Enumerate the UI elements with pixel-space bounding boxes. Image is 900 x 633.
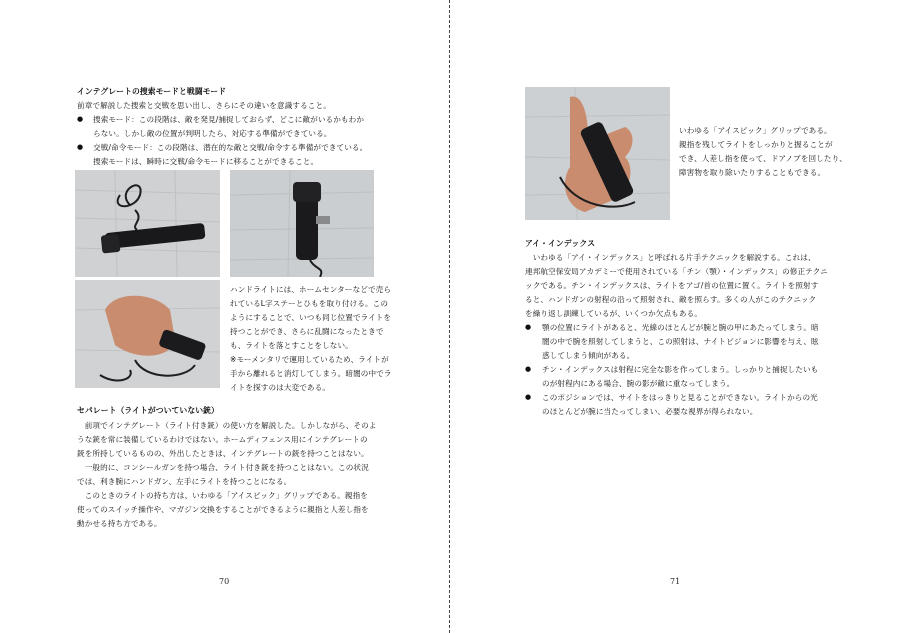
bullet-marker: ● [77, 115, 84, 123]
photo-hand-grip [75, 280, 220, 388]
caption-line: 障害物を取り除いたりすることもできる。 [679, 168, 826, 177]
bullet-line: 惑してしまう傾向がある。 [542, 351, 635, 360]
bullet-marker: ● [77, 143, 84, 151]
caption-line: でき、人差し指を使って、ドアノブを回したり、 [679, 154, 847, 163]
photo-flashlight-standing [230, 170, 374, 277]
caption-line: れているL字ステーとひもを取り付ける。この [230, 299, 389, 308]
bullet-marker: ● [525, 365, 532, 373]
caption-line: イトを探すのは大変である。 [230, 383, 331, 392]
bullet-line: のが射程内にある場合、腕の影が敵に重なってしまう。 [542, 379, 735, 388]
body-line: ると、ハンドガンの射程の沿って照射され、敵を照らす。多くの人がこのテクニック [525, 295, 817, 304]
body-line: 一般的に、コンシールガンを持つ場合、ライト付き銃を持つことはない。この状況 [77, 463, 369, 472]
bullet-line: チン・インデックスは射程に完全な影を作ってしまう。しっかりと捕捉したいも [542, 365, 819, 374]
bullet-marker: ● [525, 323, 532, 331]
photo-flashlight-lanyard [75, 170, 220, 277]
intro-text: 前章で解説した捜索と交戦を思い出し、さらにその違いを意識すること。 [77, 101, 331, 110]
body-line: 動かせる持ち方である。 [77, 519, 162, 528]
bullet-marker: ● [525, 393, 532, 401]
left-page [0, 0, 449, 633]
body-line: うな銃を常に装備しているわけではない。ホームディフェンス用にインテグレートの [77, 435, 368, 444]
section2-heading: セパレート（ライトがついていない銃） [77, 406, 219, 415]
bullet2-line2: 捜索モードは、瞬時に交戦/命令モードに移ることができること。 [93, 157, 319, 166]
body-line: このときのライトの持ち方は、いわゆる「アイスピック」グリップである。親指を [77, 491, 368, 500]
section-heading: アイ・インデックス [525, 239, 596, 248]
body-line: 使ってのスイッチ操作や、マガジン交換をすることができるように親指と人差し指を [77, 505, 369, 514]
body-line: を繰り返し訓練しているが、いくつか欠点もある。 [525, 309, 702, 318]
caption-line: ようにすることで、いつも同じ位置でライトを [230, 313, 392, 322]
body-line: 前項でインテグレート（ライト付き銃）の使い方を解説した。しかしながら、そのよ [77, 421, 377, 430]
caption-line: ※モーメンタリで運用しているため、ライトが [230, 355, 389, 364]
bullet1-line2: らない。しかし敵の位置が判明したら、対応する準備ができている。 [93, 129, 332, 138]
caption-line: 親指を残してライトをしっかりと握ることが [679, 140, 833, 149]
bullet-line: このポジションでは、サイトをはっきりと見ることができない。ライトからの光 [542, 393, 818, 402]
bullet2-line1: 交戦/命令モード：この段階は、潜在的な敵と交戦/命令する準備ができている。 [93, 143, 368, 152]
bullet-line: のほとんどが腕に当たってしまい、必要な視界が得られない。 [542, 407, 758, 416]
photo-icepick-grip [525, 87, 670, 220]
bullet1-line1: 捜索モード：この段階は、敵を発見/捕捉しておらず、どこに敵がいるかもわか [93, 115, 365, 124]
body-line: 銃を所持しているものの、外出したときは、インテグレートの銃を持つことはない。 [77, 449, 369, 458]
caption-line: 手から離れると消灯してしまう。暗闇の中でラ [230, 369, 392, 378]
bullet-line: 顎の位置にライトがあると、光線のほとんどが腕と腕の甲にあたってしまう。暗 [542, 323, 819, 332]
caption-line: 持つことができ、さらに乱闘になったときで [230, 327, 384, 336]
right-page [450, 0, 900, 633]
caption-line: いわゆる「アイスピック」グリップである。 [679, 126, 832, 135]
caption-line: ハンドライトには、ホームセンターなどで売ら [230, 285, 392, 294]
body-line: いわゆる「アイ・インデックス」と呼ばれる片手テクニックを解説する。これは、 [525, 253, 816, 262]
bullet-line: 闇の中で腕を照射してしまうと、この照射は、ナイトビジョンに影響を与え、眩 [542, 337, 819, 346]
section1-heading: インテグレートの捜索モードと戦闘モード [77, 87, 227, 96]
caption-line: も、ライトを落とすことをしない。 [230, 341, 353, 350]
page-number: 71 [670, 577, 681, 586]
body-line: では、利き腕にハンドガン、左手にライトを持つことになる。 [77, 477, 292, 486]
page-number: 70 [219, 577, 230, 586]
body-line: 連邦航空保安局アカデミーで使用されている「チン（顎）・インデックス」の修正テクニ [525, 267, 828, 276]
body-line: ックである。チン・インデックスは、ライトをアゴ/首の位置に置く。ライトを照射す [525, 281, 819, 290]
